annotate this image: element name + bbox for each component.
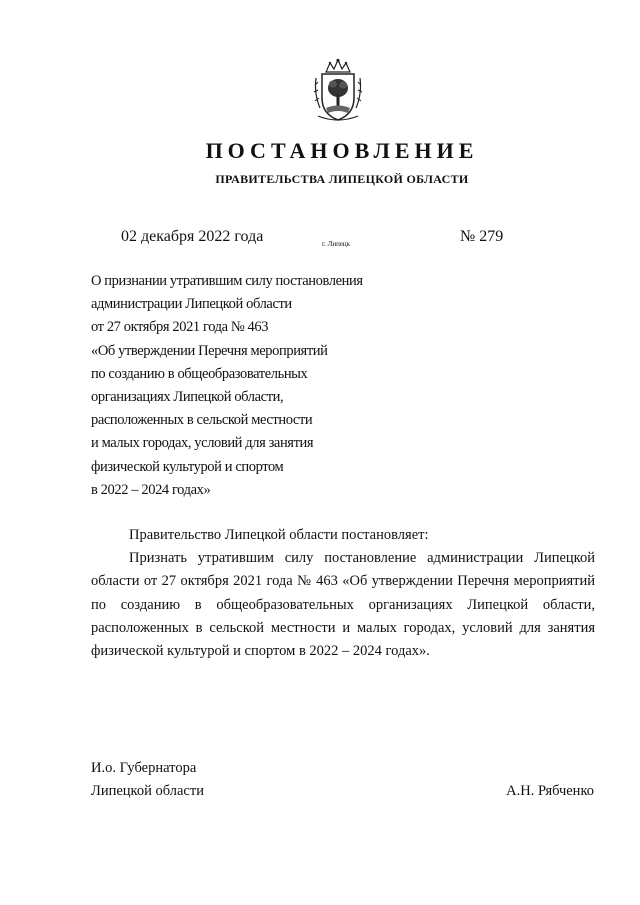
- document-city: г. Липецк: [322, 240, 351, 248]
- subject-line: администрации Липецкой области: [91, 296, 292, 313]
- coat-of-arms-icon: [312, 58, 364, 124]
- signature-name: А.Н. Рябченко: [506, 783, 594, 799]
- subject-line: по созданию в общеобразовательных: [91, 365, 308, 382]
- signature-position-line: Липецкой области: [91, 783, 204, 799]
- document-number: № 279: [460, 228, 504, 245]
- document-date: 02 декабря 2022 года: [121, 228, 264, 245]
- signature-position: [91, 757, 204, 803]
- subject-line: и малых городах, условий для занятия: [91, 435, 314, 452]
- document-subject: [91, 270, 421, 502]
- body-paragraph: Признать утратившим силу постановление администрации Липецкой области от 27 октября 2021 года № 463 «Об утверждении Перечня мероприятий по созданию в общеобразовательных организациях Липецкой области, расположенных в сельской местности и малых городах, условий для занятия физической культурой и спортом в 2022 – 2024 годах».: [91, 550, 595, 660]
- body-intro: Правительство Липецкой области постановляет:: [129, 527, 429, 543]
- subject-line: организациях Липецкой области,: [91, 389, 284, 406]
- signature-position-line: И.о. Губернатора: [91, 760, 197, 776]
- subject-line: в 2022 – 2024 годах»: [91, 481, 211, 498]
- subject-line: расположенных в сельской местности: [91, 412, 313, 429]
- document-body: [91, 524, 595, 663]
- document-title: ПОСТАНОВЛЕНИЕ: [205, 138, 479, 163]
- subject-line: от 27 октября 2021 года № 463: [91, 319, 269, 336]
- document-subtitle: ПРАВИТЕЛЬСТВА ЛИПЕЦКОЙ ОБЛАСТИ: [215, 172, 469, 186]
- subject-line: «Об утверждении Перечня мероприятий: [91, 342, 328, 359]
- subject-line: физической культурой и спортом: [91, 458, 284, 475]
- subject-line: О признании утратившим силу постановления: [91, 273, 363, 289]
